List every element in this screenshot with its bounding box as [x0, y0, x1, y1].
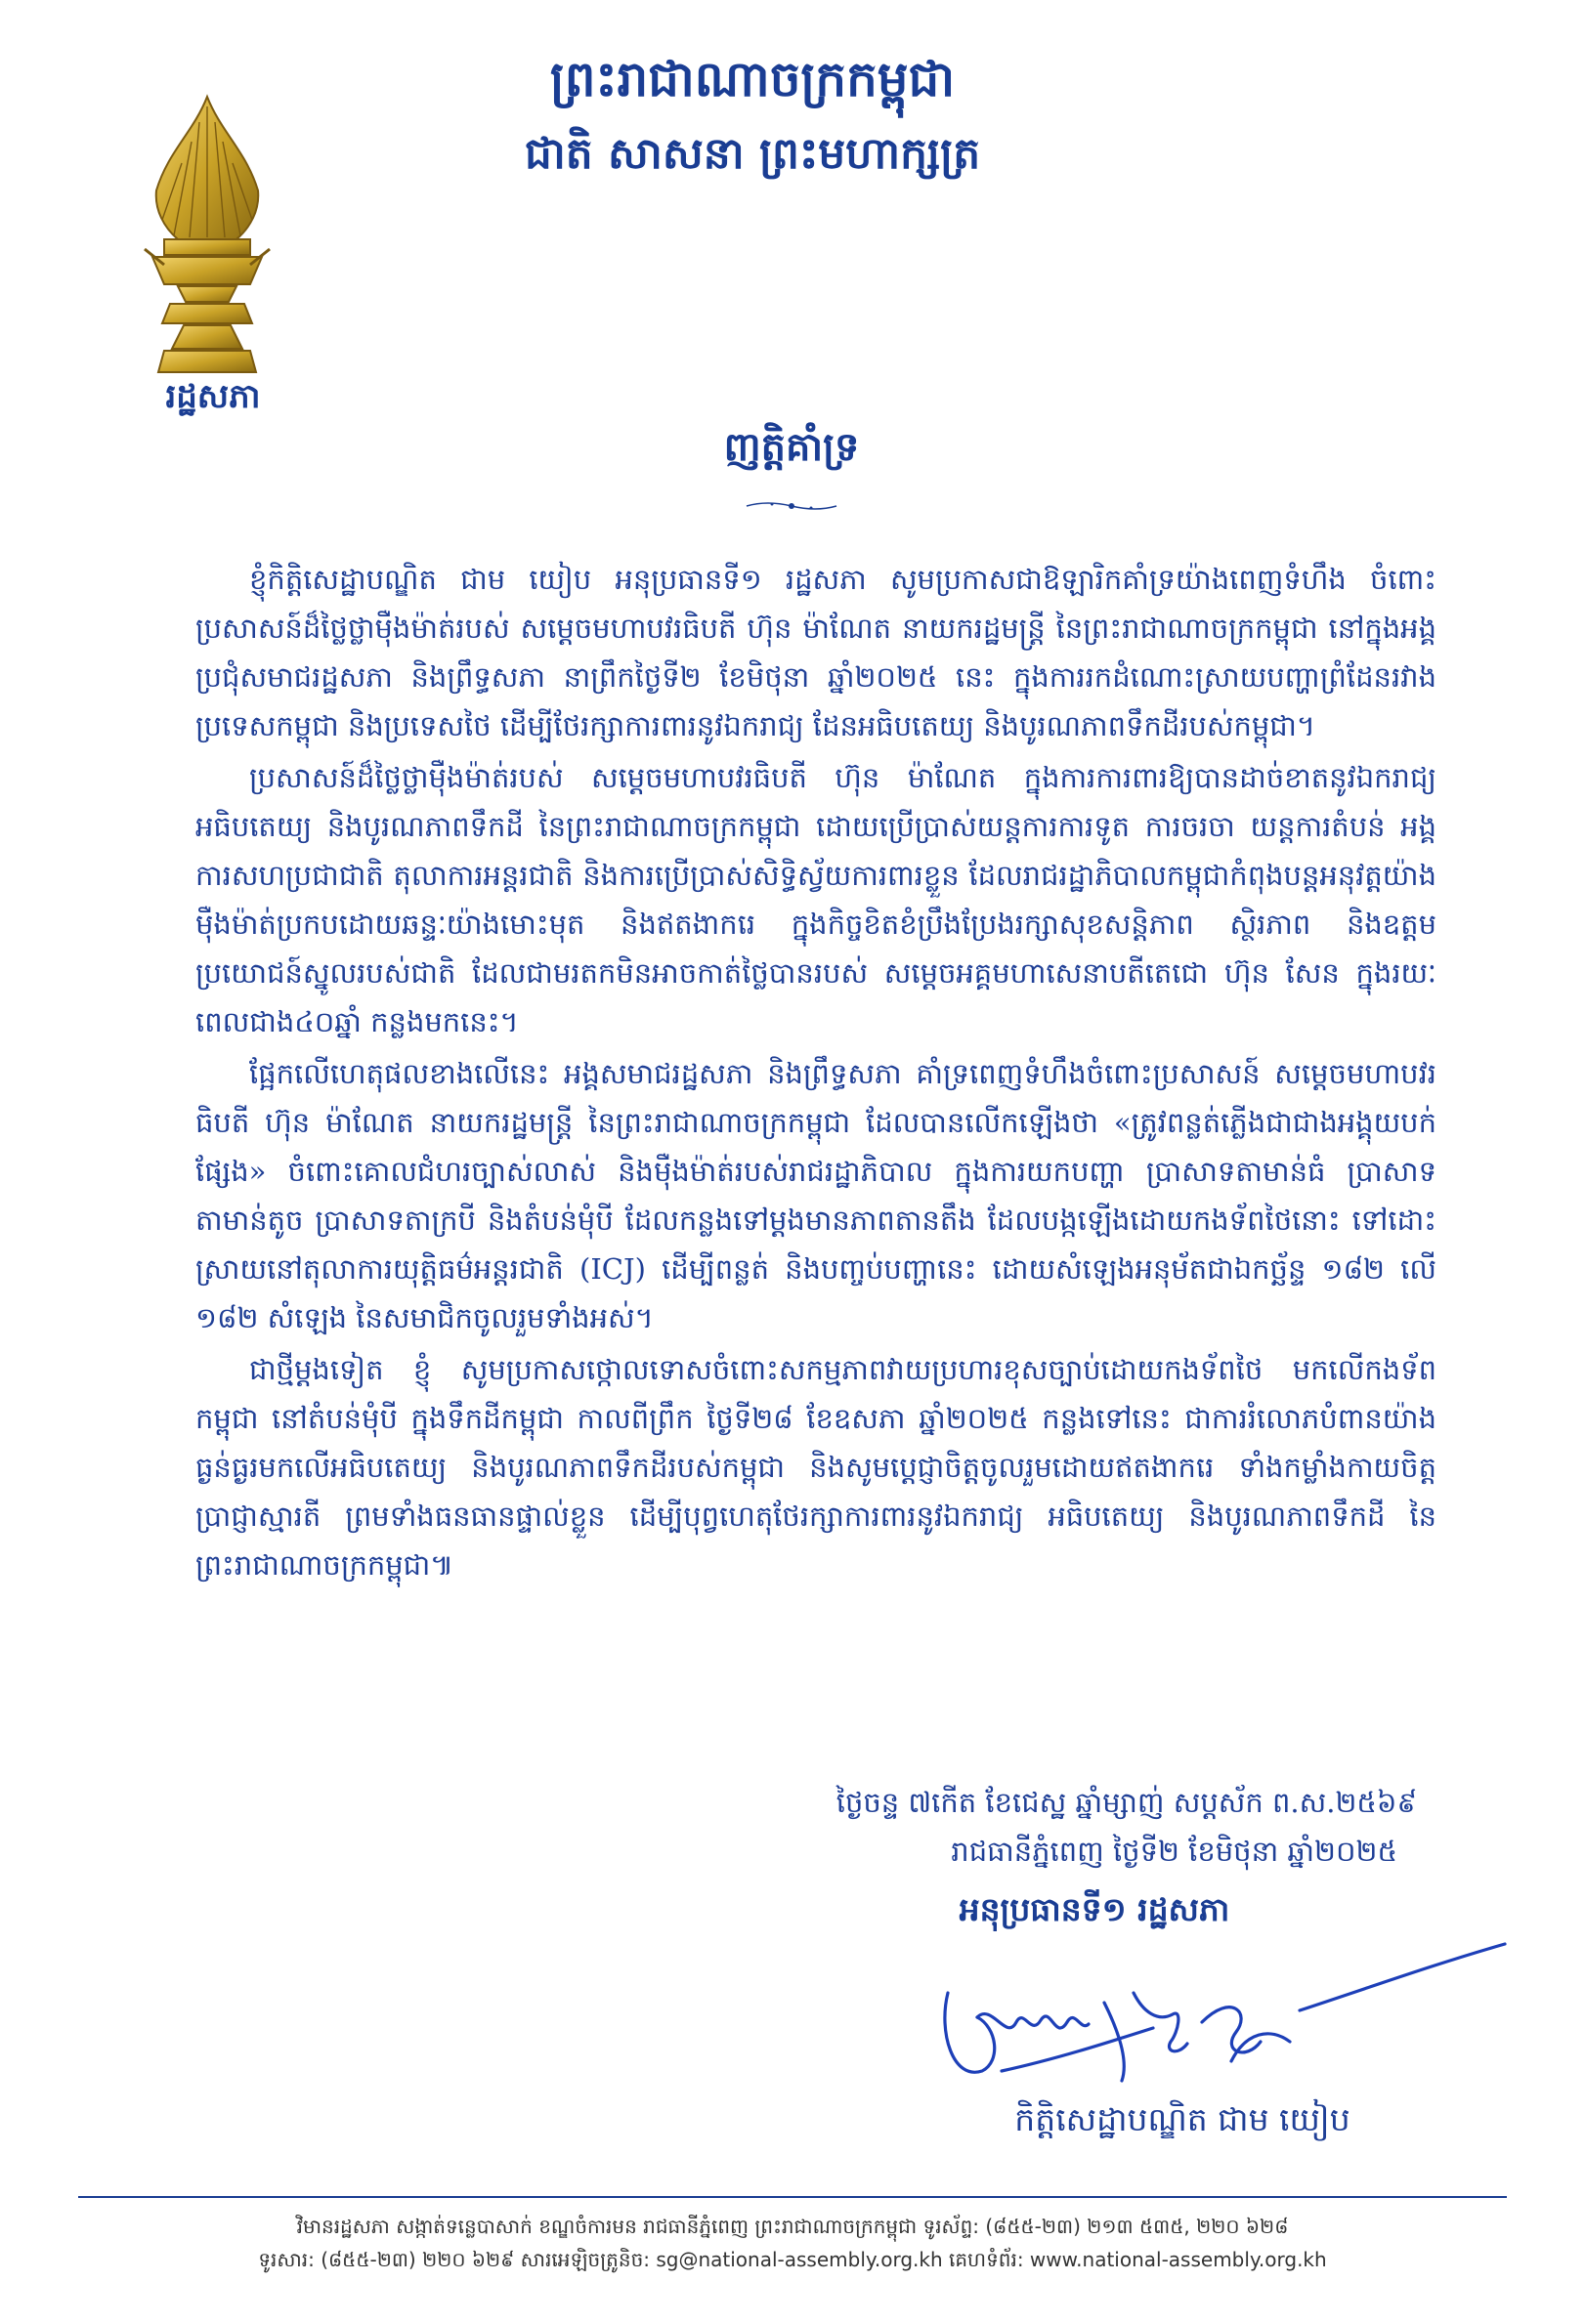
divider-ornament-icon: [743, 498, 840, 514]
paragraph-1: ខ្ញុំកិត្តិសេដ្ឋាបណ្ឌិត ជាម យៀប អនុប្រធានទី១ រដ្ឋសភា សូមប្រកាសជាឱឡារិកគាំទ្រយ៉ាងពេញទំហឹង ចំពោះប្រសាសន៍ដ៏ថ្លៃថ្លាម៉ឺងម៉ាត់របស់ សម្តេចមហាបវរធិបតី ហ៊ុន ម៉ាណែត នាយករដ្ឋមន្ត្រី នៃព្រះរាជាណាចក្រកម្ពុជា នៅក្នុងអង្គប្រជុំសមាជរដ្ឋសភា និងព្រឹទ្ធសភា នាព្រឹកថ្ងៃទី២ ខែមិថុនា ឆ្នាំ២០២៥ នេះ ក្នុងការរកដំណោះស្រាយបញ្ហាព្រំដែនរវាងប្រទេសកម្ពុជា និងប្រទេសថៃ ដើម្បីថែរក្សាការពារនូវឯករាជ្យ ដែនអធិបតេយ្យ និងបូរណភាពទឹកដីរបស់កម្ពុជា។: [195, 563, 1436, 742]
paragraph-2: ប្រសាសន៍ដ៏ថ្លៃថ្លាម៉ឺងម៉ាត់របស់ សម្តេចមហាបវរធិបតី ហ៊ុន ម៉ាណែត ក្នុងការការពារឱ្យបានដាច់ខាតនូវឯករាជ្យ អធិបតេយ្យ និងបូរណភាពទឹកដី នៃព្រះរាជាណាចក្រកម្ពុជា ដោយប្រើប្រាស់យន្តការការទូត ការចរចា យន្តការតំបន់ អង្គការសហប្រជាជាតិ តុលាការអន្តរជាតិ និងការប្រើប្រាស់សិទ្ធិស្វ័យការពារខ្លួន ដែលរាជរដ្ឋាភិបាលកម្ពុជាកំពុងបន្តអនុវត្តយ៉ាងម៉ឺងម៉ាត់ប្រកបដោយឆន្ទៈយ៉ាងមោះមុត និងឥតងាករេ ក្នុងកិច្ចខិតខំប្រឹងប្រែងរក្សាសុខសន្តិភាព ស្ថិរភាព និងឧត្តមប្រយោជន៍ស្នូលរបស់ជាតិ ដែលជាមរតកមិនអាចកាត់ថ្លៃបានរបស់ សម្តេចអគ្គមហាសេនាបតីតេជោ ហ៊ុន សែន ក្នុងរយៈពេលជាង៤០ឆ្នាំ កន្លងមកនេះ។: [195, 761, 1436, 1038]
institution-name: រដ្ឋសភា: [165, 377, 261, 416]
paragraph-4: ជាថ្មីម្តងទៀត ខ្ញុំ សូមប្រកាសថ្កោលទោសចំពោះសកម្មភាពវាយប្រហារខុសច្បាប់ដោយកងទ័ពថៃ មកលើកងទ័ពកម្ពុជា នៅតំបន់មុំបី ក្នុងទឹកដីកម្ពុជា កាលពីព្រឹក ថ្ងៃទី២៨ ខែឧសភា ឆ្នាំ២០២៥ កន្លងទៅនេះ ជាការរំលោភបំពានយ៉ាងធ្ងន់ធ្ងរមកលើអធិបតេយ្យ និងបូរណភាពទឹកដីរបស់កម្ពុជា និងសូមប្តេជ្ញាចិត្តចូលរួមដោយឥតងាករេ ទាំងកម្លាំងកាយចិត្ត ប្រាជ្ញាស្មារតី ព្រមទាំងធនធានផ្ទាល់ខ្លួន ដើម្បីបុព្វហេតុថែរក្សាការពារនូវឯករាជ្យ អធិបតេយ្យ និងបូរណភាពទឹកដី នៃព្រះរាជាណាចក្រកម្ពុជា៕: [195, 1353, 1436, 1582]
national-motto: ជាតិ សាសនា ព្រះមហាក្សត្រ: [524, 129, 981, 179]
document-title: ញត្តិគាំទ្រ: [723, 424, 860, 470]
date-block: [772, 1778, 1417, 1876]
footer-contacts: ទូរសារ: (៨៥៥-២៣) ២២០ ៦២៩ សារអេឡិចត្រូនិច: sg@national-assembly.org.kh គេហទំព័រ: www.national-assembly.org.kh: [258, 2248, 1327, 2271]
footer-address: វិមានរដ្ឋសភា សង្កាត់ទន្លេបាសាក់ ខណ្ឌចំការមន រាជធានីភ្នំពេញ ព្រះរាជាណាចក្រកម្ពុជា ទូរស័ព្ទ: (៨៥៥-២៣) ២១៣ ៥៣៥, ២២០ ៦២៨: [296, 2215, 1289, 2238]
handwritten-signature: [909, 1934, 1515, 2105]
lunar-date: ថ្ងៃចន្ទ ៧កើត ខែជេស្ឋ ឆ្នាំម្សាញ់ សប្តស័ក ព.ស.២៥៦៩: [835, 1786, 1417, 1819]
signatory-name: កិត្តិសេដ្ឋាបណ្ឌិត ជាម យៀប: [1014, 2100, 1350, 2138]
paragraph-3: ផ្អែកលើហេតុផលខាងលើនេះ អង្គសមាជរដ្ឋសភា និងព្រឹទ្ធសភា គាំទ្រពេញទំហឹងចំពោះប្រសាសន៍ សម្តេចមហាបវរធិបតី ហ៊ុន ម៉ាណែត នាយករដ្ឋមន្ត្រី នៃព្រះរាជាណាចក្រកម្ពុជា ដែលបានលើកឡើងថា «ត្រូវពន្លត់ភ្លើងជាជាងអង្គុយបក់ផ្សែង» ចំពោះគោលជំហរច្បាស់លាស់ និងម៉ឺងម៉ាត់របស់រាជរដ្ឋាភិបាល ក្នុងការយកបញ្ហា ប្រាសាទតាមាន់ធំ ប្រាសាទតាមាន់តូច ប្រាសាទតាក្របី និងតំបន់មុំបី ដែលកន្លងទៅម្តងមានភាពតានតឹង ដែលបង្កឡើងដោយកងទ័ពថៃនោះ ទៅដោះស្រាយនៅតុលាការយុត្តិធម៌អន្តរជាតិ (ICJ) ដើម្បីពន្លត់ និងបញ្ចប់បញ្ហានេះ ដោយសំឡេងអនុម័តជាឯកច្ឆ័ន្ទ ១៨២ លើ ១៨២ សំឡេង នៃសមាជិកចូលរួមទាំងអស់។: [195, 1057, 1436, 1334]
footer-contact: [78, 2210, 1507, 2276]
kingdom-heading: ព្រះរាជាណាចក្រកម្ពុជា: [549, 50, 956, 107]
solar-date: រាជធានីភ្នំពេញ ថ្ងៃទី២ ខែមិថុនា ឆ្នាំ២០២៥: [951, 1835, 1397, 1868]
royal-emblem-icon: [135, 93, 279, 386]
footer-divider: [78, 2196, 1507, 2198]
letter-body: [195, 555, 1436, 1592]
signatory-title: អនុប្រធានទី១ រដ្ឋសភា: [959, 1890, 1230, 1928]
